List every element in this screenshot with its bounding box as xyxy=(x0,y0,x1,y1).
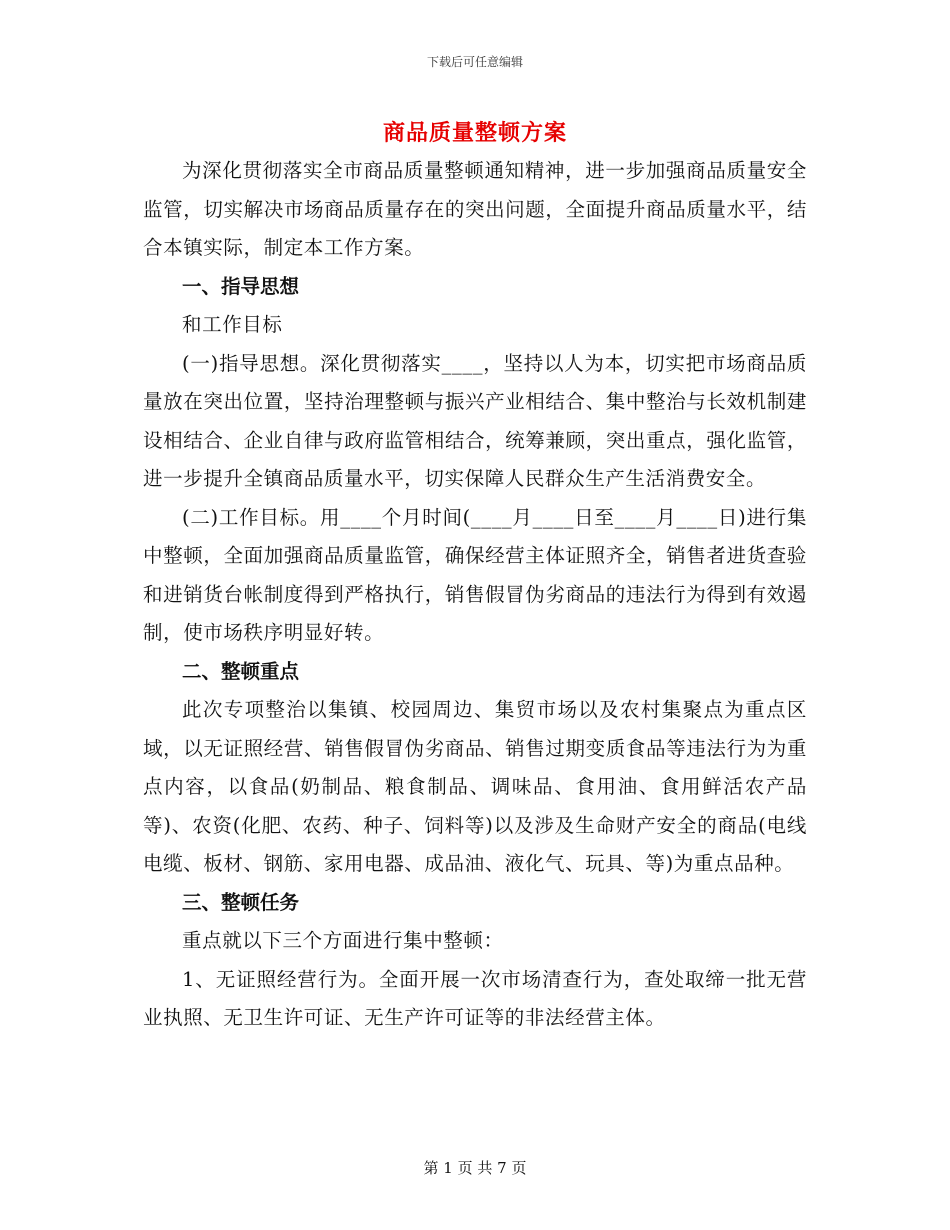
section-2-heading: 二、整顿重点 xyxy=(182,659,300,683)
section-1-subline: 和工作目标 xyxy=(182,313,283,336)
document-title: 商品质量整顿方案 xyxy=(382,120,567,146)
page-number: 第 1 页 共 7 页 xyxy=(423,1159,527,1177)
guiding-thought-paragraph: (一)指导思想。深化贯彻落实____，坚持以人为本，切实把市场商品质量放在突出位置，坚持治理整顿与振兴产业相结合、集中整治与长效机制建设相结合、企业自律与政府监管相结合，统筹兼顾，突出重点，强化监管，进一步提升全镇商品质量水平，切实保障人民群众生产生活消费安全。 xyxy=(143,351,807,490)
document-body xyxy=(143,152,807,1038)
task-intro-paragraph: 重点就以下三个方面进行集中整顿： xyxy=(182,929,504,952)
task-1-paragraph: 1、无证照经营行为。全面开展一次市场清查行为，查处取缔一批无营业执照、无卫生许可证、无生产许可证等的非法经营主体。 xyxy=(143,967,807,1029)
intro-paragraph: 为深化贯彻落实全市商品质量整顿通知精神，进一步加强商品质量安全监管，切实解决市场商品质量存在的突出问题，全面提升商品质量水平，结合本镇实际，制定本工作方案。 xyxy=(143,159,807,259)
section-3-heading: 三、整顿任务 xyxy=(182,890,300,914)
work-goal-paragraph: (二)工作目标。用____个月时间(____月____日至____月____日)进行集中整顿，全面加强商品质量监管，确保经营主体证照齐全，销售者进货查验和进销货台帐制度得到严格执行，销售假冒伪劣商品的违法行为得到有效遏制，使市场秩序明显好转。 xyxy=(143,505,807,644)
section-1-heading: 一、指导思想 xyxy=(182,274,300,298)
rectification-focus-paragraph: 此次专项整治以集镇、校园周边、集贸市场以及农村集聚点为重点区域，以无证照经营、销售假冒伪劣商品、销售过期变质食品等违法行为为重点内容，以食品(奶制品、粮食制品、调味品、食用油、食用鲜活农产品等)、农资(化肥、农药、种子、饲料等)以及涉及生命财产安全的商品(电线电缆、板材、钢筋、家用电器、成品油、液化气、玩具、等)为重点品种。 xyxy=(143,698,807,875)
header-note: 下载后可任意编辑 xyxy=(426,55,523,69)
